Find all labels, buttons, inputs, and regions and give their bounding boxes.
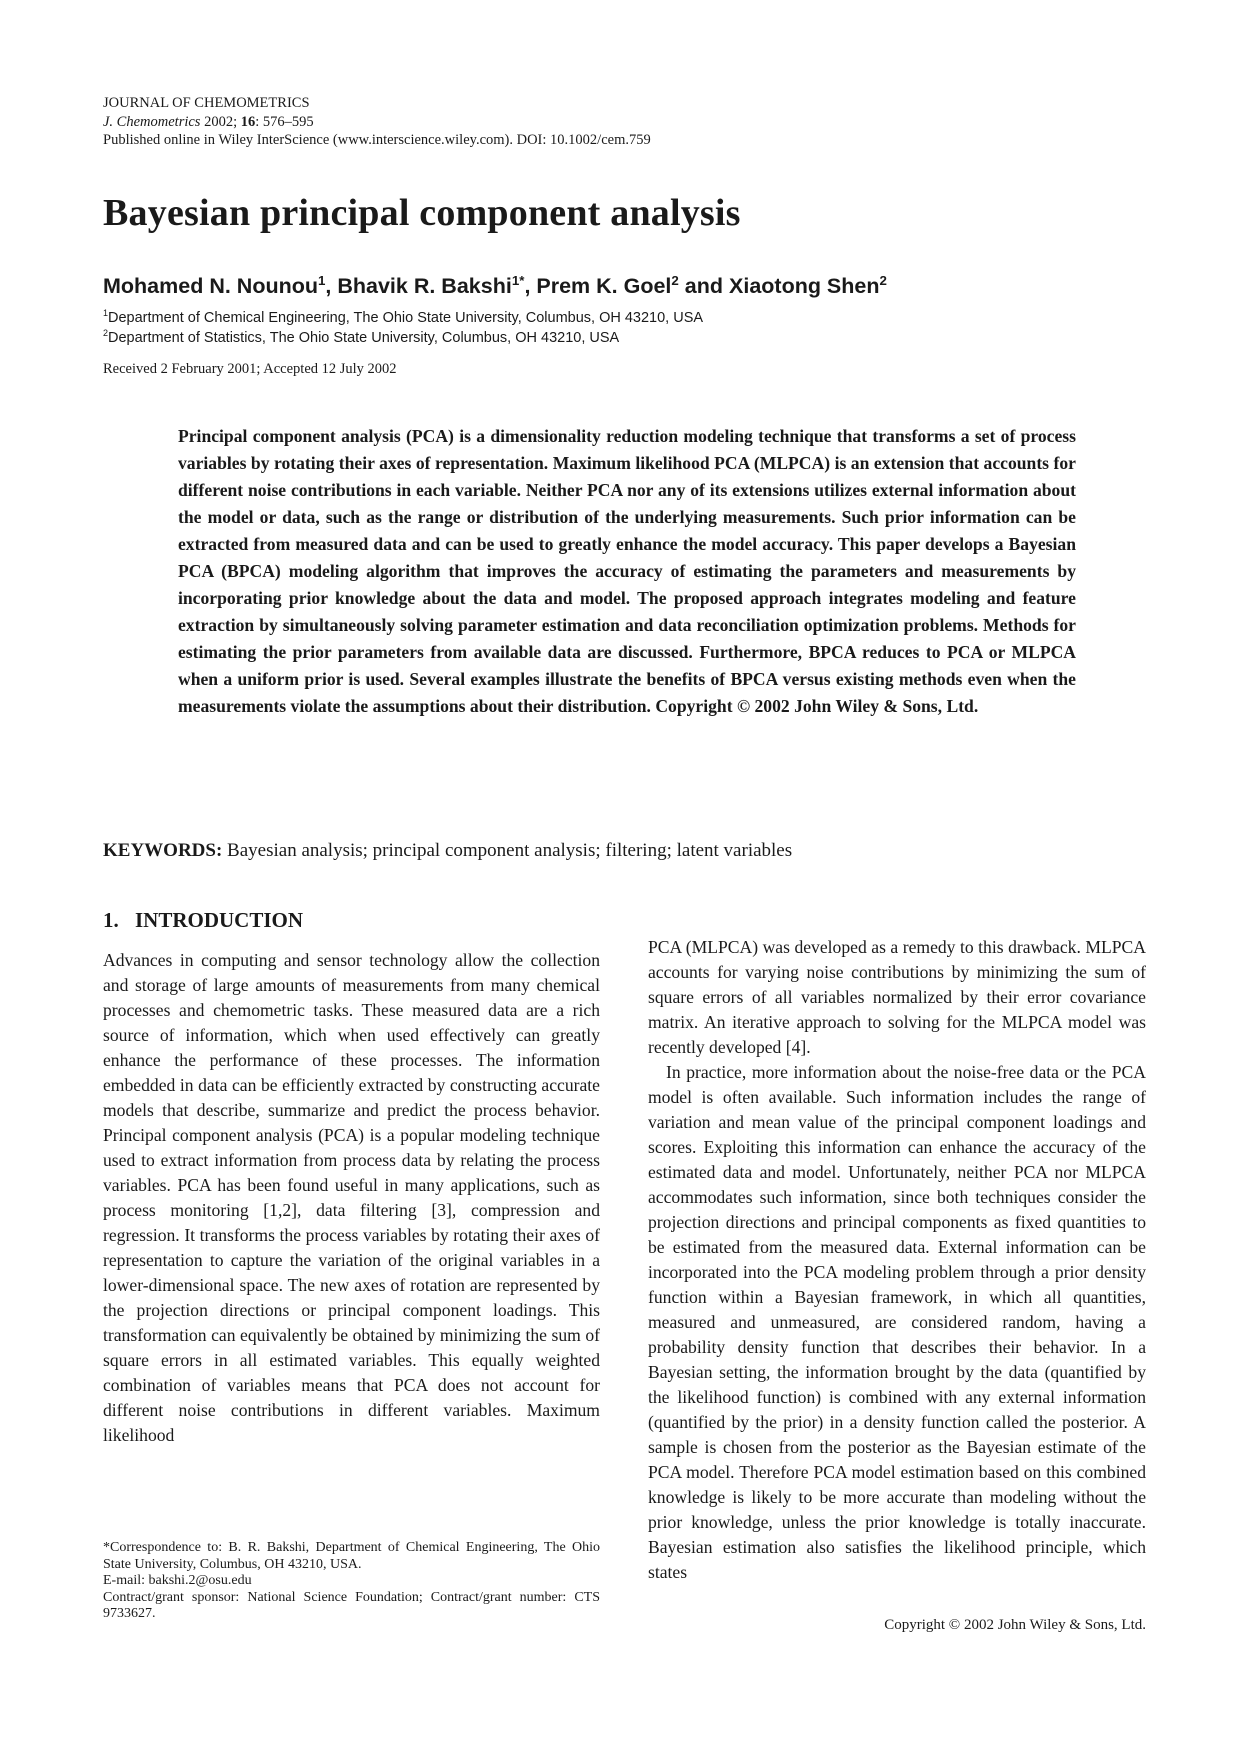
- affiliation-text: Department of Statistics, The Ohio State University, Columbus, OH 43210, USA: [108, 330, 620, 346]
- affiliation: [103, 308, 1143, 328]
- author-affiliation-mark: 1: [317, 272, 326, 288]
- footnote-email: E-mail: bakshi.2@osu.edu: [103, 1573, 252, 1588]
- journal-name: JOURNAL OF CHEMOMETRICS: [103, 95, 310, 111]
- section-title: INTRODUCTION: [135, 908, 304, 932]
- journal-header: [103, 94, 1003, 150]
- author-separator: ,: [325, 274, 338, 298]
- body-column-left: [103, 948, 600, 1448]
- author-separator: and: [678, 274, 729, 298]
- page-copyright: Copyright © 2002 John Wiley & Sons, Ltd.: [884, 1617, 1146, 1633]
- affiliation-text: Department of Chemical Engineering, The Ohio State University, Columbus, OH 43210, USA: [108, 310, 704, 326]
- affiliation-mark: 1: [103, 308, 108, 319]
- correspondence-footnote: [103, 1540, 600, 1623]
- online-info: Published online in Wiley InterScience (www.interscience.wiley.com). DOI: 10.1002/cem.759: [103, 132, 651, 148]
- keywords-list: Bayesian analysis; principal component analysis; filtering; latent variables: [227, 840, 793, 861]
- citation-journal: J. Chemometrics: [103, 113, 201, 130]
- paper-title: Bayesian principal component analysis: [103, 192, 741, 234]
- keywords-label: KEYWORDS:: [103, 840, 223, 861]
- body-paragraph: PCA (MLPCA) was developed as a remedy to this drawback. MLPCA accounts for varying noise contributions by minimizing the sum of square errors of all variables normalized by their error covariance matrix. An iterative approach to solving for the MLPCA model was recently developed [4].: [648, 937, 1146, 1057]
- author-name: Bhavik R. Bakshi: [337, 274, 512, 298]
- footnote-correspondence: *Correspondence to: B. R. Bakshi, Department of Chemical Engineering, The Ohio State University, Columbus, OH 43210, USA.: [103, 1540, 600, 1572]
- author-name: Mohamed N. Nounou: [103, 274, 318, 298]
- citation-pages: : 576–595: [255, 113, 314, 130]
- journal-citation: [103, 113, 1003, 132]
- footnote-sponsor: Contract/grant sponsor: National Science Foundation; Contract/grant number: CTS 9733627.: [103, 1589, 600, 1621]
- citation-year: 2002;: [204, 113, 238, 130]
- section-number: 1.: [103, 908, 119, 932]
- author-list: [103, 272, 1143, 300]
- author-affiliation-mark: 1*: [511, 272, 525, 288]
- citation-volume: 16: [240, 113, 256, 130]
- author-affiliation-mark: 2: [671, 272, 679, 288]
- author-name: Prem K. Goel: [536, 274, 672, 298]
- keywords: [103, 839, 1143, 863]
- body-paragraph: In practice, more information about the noise-free data or the PCA model is often available. Such information includes the range of variation and mean value of the principal component loadings and scores. Exploiting this information can enhance the accuracy of the estimated data and model. Unfortunately, neither PCA nor MLPCA accommodates such information, since both techniques consider the projection directions and principal components as fixed quantities to be estimated from the measured data. External information can be incorporated into the PCA modeling problem through a prior density function within a Bayesian framework, in which all quantities, measured and unmeasured, are considered random, having a probability density function that describes their behavior. In a Bayesian setting, the information brought by the data (quantified by the likelihood function) is combined with any external information (quantified by the prior) in a density function called the posterior. A sample is chosen from the posterior as the Bayesian estimate of the PCA model. Therefore PCA model estimation based on this combined knowledge is likely to be more accurate than modeling without the prior knowledge, unless the prior knowledge is totally inaccurate. Bayesian estimation also satisfies the likelihood principle, which states: [648, 1062, 1146, 1582]
- section-heading: [103, 907, 303, 933]
- affiliation: [103, 328, 1143, 348]
- author-separator: ,: [524, 274, 537, 298]
- author-affiliation-mark: 2: [879, 272, 887, 288]
- affiliation-list: [103, 308, 1143, 348]
- affiliation-mark: 2: [103, 328, 108, 339]
- body-column-right: [648, 935, 1146, 1585]
- abstract: Principal component analysis (PCA) is a dimensionality reduction modeling technique that transforms a set of process variables by rotating their axes of representation. Maximum likelihood PCA (MLPCA) is an extension that accounts for different noise contributions in each variable. Neither PCA nor any of its extensions utilizes external information about the model or data, such as the range or distribution of the underlying measurements. Such prior information can be extracted from measured data and can be used to greatly enhance the model accuracy. This paper develops a Bayesian PCA (BPCA) modeling algorithm that improves the accuracy of estimating the parameters and measurements by incorporating prior knowledge about the data and model. The proposed approach integrates modeling and feature extraction by simultaneously solving parameter estimation and data reconciliation optimization problems. Methods for estimating the prior parameters from available data are discussed. Furthermore, BPCA reduces to PCA or MLPCA when a uniform prior is used. Several examples illustrate the benefits of BPCA versus existing methods even when the measurements violate the assumptions about their distribution. Copyright © 2002 John Wiley & Sons, Ltd.: [178, 426, 1076, 716]
- received-dates: Received 2 February 2001; Accepted 12 July 2002: [103, 361, 397, 377]
- body-paragraph: Advances in computing and sensor technology allow the collection and storage of large amounts of measurements from many chemical processes and chemometric tasks. These measured data are a rich source of information, which when used effectively can greatly enhance the performance of these processes. The information embedded in data can be efficiently extracted by constructing accurate models that describe, summarize and predict the process behavior. Principal component analysis (PCA) is a popular modeling technique used to extract information from process data by relating the process variables. PCA has been found useful in many applications, such as process monitoring [1,2], data filtering [3], compression and regression. It transforms the process variables by rotating their axes of representation to capture the variation of the original variables in a lower-dimensional space. The new axes of rotation are represented by the projection directions or principal component loadings. This transformation can equivalently be obtained by minimizing the sum of square errors in all estimated variables. This equally weighted combination of variables means that PCA does not account for different noise contributions in different variables. Maximum likelihood: [103, 950, 600, 1445]
- author-name: Xiaotong Shen: [729, 274, 880, 298]
